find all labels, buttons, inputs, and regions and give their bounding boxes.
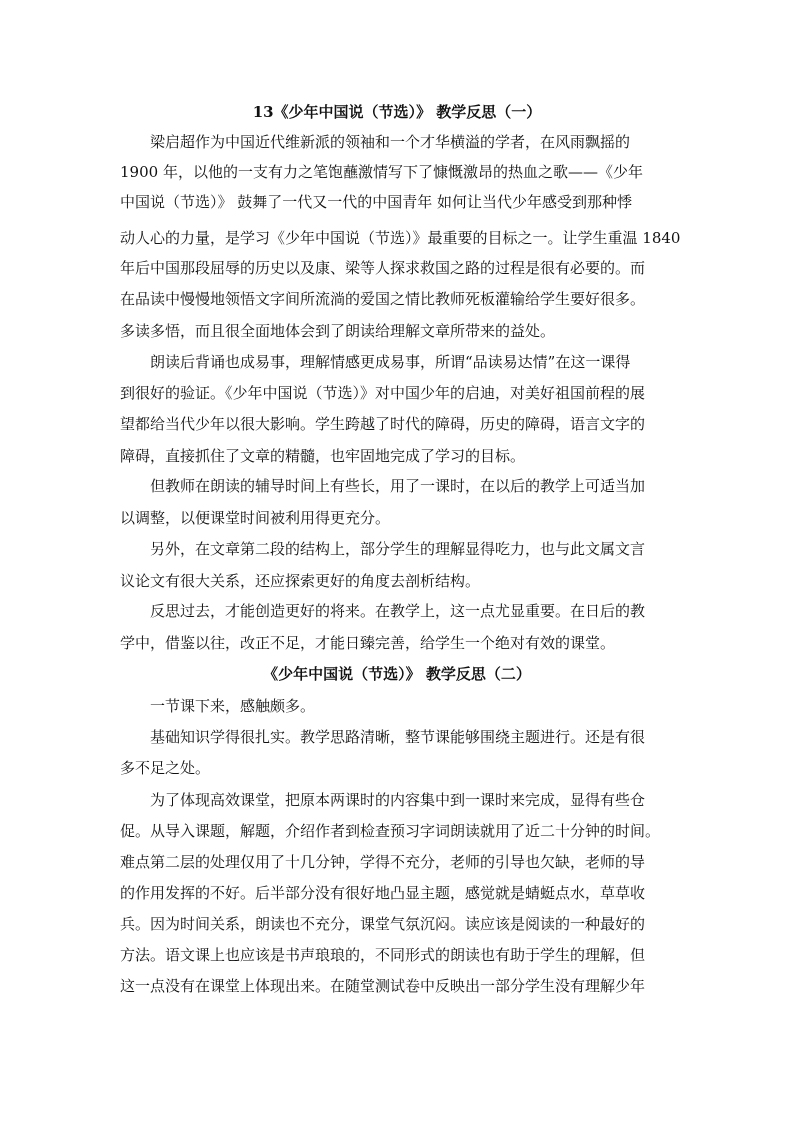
paragraph-line: 多读多悟，而且很全面地体会到了朗读给理解文章所带来的益处。 <box>120 322 556 340</box>
paragraph-line: 基础知识学得很扎实。教学思路清晰，整节课能够围绕主题进行。还是有很 <box>150 728 646 746</box>
paragraph-line: 年后中国那段屈辱的历史以及康、梁等人探求救国之路的过程是很有必要的。而 <box>120 259 646 277</box>
paragraph-line: 到很好的验证。《少年中国说（节选）》对中国少年的启迪，对美好祖国前程的展 <box>120 384 646 402</box>
paragraph-line: 难点第二层的处理仅用了十几分钟，学得不充分，老师的引导也欠缺，老师的导 <box>120 853 646 871</box>
paragraph-line: 障碍，直接抓住了文章的精髓，也牢固地完成了学习的目标。 <box>120 447 526 465</box>
paragraph-line: 动人心的力量，是学习《少年中国说（节选）》最重要的目标之一。让学生重温 1840 <box>120 229 681 247</box>
paragraph-line: 一节课下来，感触颇多。 <box>150 697 316 715</box>
paragraph-line: 这一点没有在课堂上体现出来。在随堂测试卷中反映出一部分学生没有理解少年 <box>120 977 646 995</box>
paragraph-line: 以调整，以便课堂时间被利用得更充分。 <box>120 509 391 527</box>
paragraph-line: 1900 年，以他的一支有力之笔饱蘸激情写下了慷慨激昂的热血之歌——《少年 <box>120 163 643 181</box>
paragraph-line: 在品读中慢慢地领悟文字间所流淌的爱国之情比教师死板灌输给学生要好很多。 <box>120 290 646 308</box>
section-1-title: 13《少年中国说（节选）》 教学反思（一） <box>252 103 542 121</box>
section-2-title: 《少年中国说（节选）》 教学反思（二） <box>263 665 531 683</box>
paragraph-line: 朗读后背诵也成易事，理解情感更成易事，所谓“品读易达情”在这一课得 <box>150 353 631 371</box>
paragraph-line: 促。从导入课题，解题，介绍作者到检查预习字词朗读就用了近二十分钟的时间。 <box>120 822 661 840</box>
paragraph-line: 学中，借鉴以往，改正不足，才能日臻完善，给学生一个绝对有效的课堂。 <box>120 634 616 652</box>
paragraph-line: 为了体现高效课堂，把原本两课时的内容集中到一课时来完成，显得有些仓 <box>150 791 646 809</box>
paragraph-line: 兵。因为时间关系，朗读也不充分，课堂气氛沉闷。读应该是阅读的一种最好的 <box>120 915 646 933</box>
paragraph-line: 方法。语文课上也应该是书声琅琅的，不同形式的朗读也有助于学生的理解，但 <box>120 946 646 964</box>
paragraph-line: 议论文有很大关系，还应探索更好的角度去剖析结构。 <box>120 572 481 590</box>
paragraph-line: 另外，在文章第二段的结构上，部分学生的理解显得吃力，也与此文属文言 <box>150 540 646 558</box>
paragraph-line: 中国说（节选）》 鼓舞了一代又一代的中国青年 如何让当代少年感受到那种悸 <box>120 193 633 211</box>
paragraph-line: 反思过去，才能创造更好的将来。在教学上，这一点尤显重要。在日后的教 <box>150 602 646 620</box>
paragraph-line: 的作用发挥的不好。后半部分没有很好地凸显主题，感觉就是蜻蜓点水，草草收 <box>120 884 646 902</box>
paragraph-line: 多不足之处。 <box>120 759 211 777</box>
paragraph-line: 望都给当代少年以很大影响。学生跨越了时代的障碍，历史的障碍，语言文字的 <box>120 415 646 433</box>
paragraph-line: 梁启超作为中国近代维新派的领袖和一个才华横溢的学者，在风雨飘摇的 <box>150 133 631 151</box>
paragraph-line: 但教师在朗读的辅导时间上有些长，用了一课时，在以后的教学上可适当加 <box>150 477 646 495</box>
